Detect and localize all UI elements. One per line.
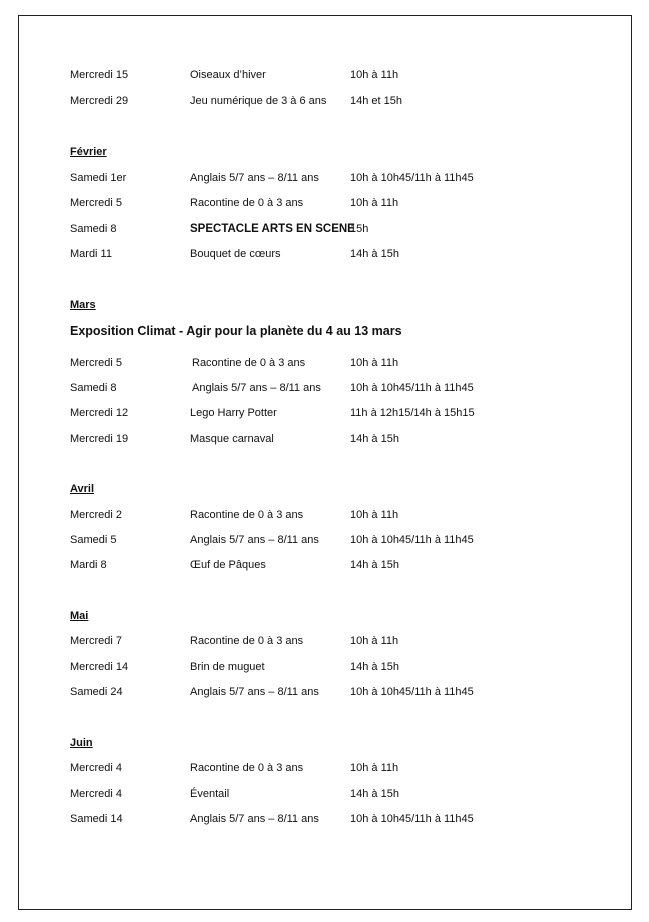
row-activity: Anglais 5/7 ans – 8/11 ans [190,686,319,698]
row-activity: Racontine de 0 à 3 ans [192,357,306,369]
row-time: 14h et 15h [350,95,402,107]
month-heading-avril: Avril [70,483,95,495]
row-day: Samedi 8 [70,382,117,394]
row-day: Mercredi 5 [70,197,122,209]
row-time: 15h [350,223,369,235]
row-day: Mercredi 12 [70,407,129,419]
row-activity: Racontine de 0 à 3 ans [190,197,304,209]
row-time: 14h à 15h [350,248,399,260]
row-day: Mercredi 7 [70,635,122,647]
row-activity: Oiseaux d’hiver [190,69,266,81]
row-time: 10h à 11h [350,357,399,369]
row-time: 10h à 11h [350,197,399,209]
row-time: 10h à 11h [350,635,399,647]
row-activity: Brin de muguet [190,661,265,673]
row-day: Mercredi 5 [70,357,122,369]
row-day: Mercredi 4 [70,788,122,800]
document-page [18,15,632,910]
row-time: 14h à 15h [350,788,399,800]
row-activity: Masque carnaval [190,433,274,445]
row-time: 10h à 10h45/11h à 11h45 [350,382,474,394]
row-day: Samedi 14 [70,813,123,825]
page-bottom-border [18,909,632,910]
month-heading-fevrier: Février [70,146,107,158]
row-activity: Œuf de Pâques [190,559,266,571]
row-activity: Racontine de 0 à 3 ans [190,635,304,647]
row-activity: Racontine de 0 à 3 ans [190,762,304,774]
row-day: Mercredi 4 [70,762,122,774]
row-time: 10h à 10h45/11h à 11h45 [350,686,474,698]
row-activity-spectacle: SPECTACLE ARTS EN SCENE [190,223,355,235]
month-heading-juin: Juin [70,737,93,749]
row-time: 10h à 10h45/11h à 11h45 [350,534,474,546]
row-day: Samedi 5 [70,534,117,546]
row-day: Mardi 8 [70,559,107,571]
row-time: 14h à 15h [350,433,399,445]
row-activity: Racontine de 0 à 3 ans [190,509,304,521]
exposition-banner: Exposition Climat - Agir pour la planète du 4 au 13 mars [70,324,402,338]
row-activity: Anglais 5/7 ans – 8/11 ans [190,172,319,184]
month-heading-mars: Mars [70,299,96,311]
row-time: 10h à 10h45/11h à 11h45 [350,172,474,184]
row-activity: Jeu numérique de 3 à 6 ans [190,95,327,107]
row-time: 10h à 11h [350,509,399,521]
row-activity: Éventail [190,788,230,800]
row-activity: Anglais 5/7 ans – 8/11 ans [192,382,321,394]
row-day: Samedi 1er [70,172,127,184]
row-activity: Anglais 5/7 ans – 8/11 ans [190,813,319,825]
row-day: Mercredi 15 [70,69,129,81]
month-heading-mai: Mai [70,610,89,622]
row-time: 10h à 10h45/11h à 11h45 [350,813,474,825]
row-time: 11h à 12h15/14h à 15h15 [350,407,475,419]
row-time: 14h à 15h [350,661,399,673]
row-day: Mercredi 14 [70,661,129,673]
row-day: Mercredi 19 [70,433,129,445]
row-time: 10h à 11h [350,69,399,81]
row-day: Samedi 8 [70,223,117,235]
row-time: 10h à 11h [350,762,399,774]
row-activity: Bouquet de cœurs [190,248,281,260]
row-activity: Lego Harry Potter [190,407,277,419]
row-day: Mercredi 29 [70,95,129,107]
row-day: Mardi 11 [70,248,112,260]
row-activity: Anglais 5/7 ans – 8/11 ans [190,534,319,546]
row-time: 14h à 15h [350,559,399,571]
row-day: Mercredi 2 [70,509,122,521]
row-day: Samedi 24 [70,686,123,698]
